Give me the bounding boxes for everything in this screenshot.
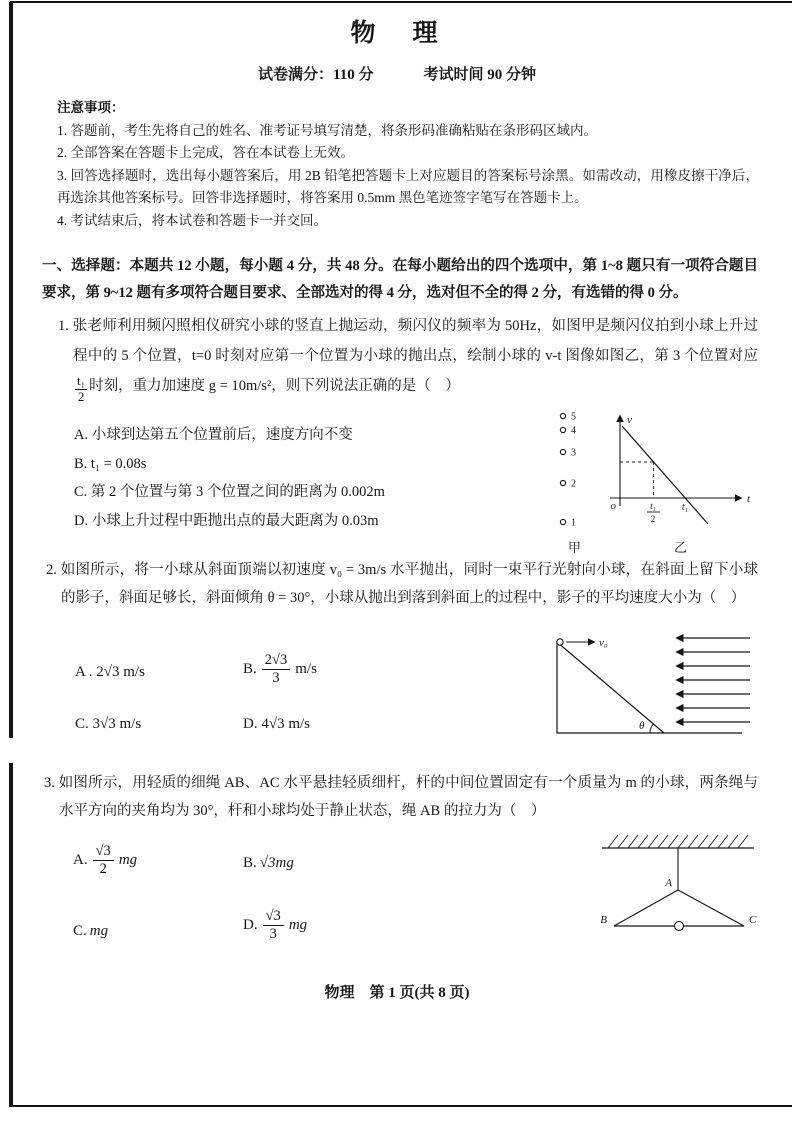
incline-surface — [557, 642, 664, 733]
t-half-denominator: 2 — [650, 514, 656, 524]
question-3-option-d: D. $\frac{√3}{3}$ mg — [243, 908, 308, 943]
notice-item-2: 2. 全部答案在答题卡上完成，答在本试卷上无效。 — [57, 145, 354, 160]
notice-block — [57, 97, 759, 232]
notice-item-4: 4. 考试结束后，将本试卷和答题卡一并交回。 — [57, 212, 327, 228]
point-c-label: C — [749, 914, 757, 926]
exam-duration: 考试时间 90 分钟 — [423, 67, 536, 83]
theta-angle-arc — [650, 724, 653, 733]
option-b-fraction: $\frac{2√3}{3}$ — [262, 652, 290, 687]
option-d-fraction: $\frac{√3}{3}$ — [263, 908, 284, 943]
v-axis-label: v — [627, 414, 632, 426]
question-1-text-a: 1. 张老师利用频闪照相仪研究小球的竖直上抛运动，频闪仪的频率为 50Hz，如图甲是频闪仪拍到小球上升过程中的 5 个位置，t=0 时刻对应第一个位置为小球的抛出点，绘制小球的 v-t 图像如图乙，第 3 个位置对应 — [58, 318, 758, 364]
scan-border-left-lower — [9, 763, 13, 1107]
figure-jia-label: 甲 — [568, 540, 582, 555]
question-1-option-d: D. 小球上升过程中距抛出点的最大距离为 0.03m — [74, 512, 379, 529]
figure-q1-strobe-and-vt-graph — [548, 404, 760, 556]
question-1-option-c: C. 第 2 个位置与第 3 个位置之间的距离为 0.002m — [74, 484, 385, 500]
scan-border-top — [10, 1, 792, 3]
incline-base-and-back — [557, 642, 742, 733]
point-b-label: B — [600, 914, 607, 926]
question-1-options — [74, 421, 544, 535]
string-ac — [678, 890, 744, 926]
exam-subtitle — [0, 63, 794, 84]
question-1-stem — [58, 311, 758, 405]
notice-item-3: 3. 回答选择题时，选出每小题答案后，用 2B 铅笔把答题卡上对应题目的答案标号涂黑。如需改动，用橡皮擦干净后，再选涂其他答案标号。回答非选择题时，将答案用 0.5mm 黑色笔迹签字笔写在答题卡上。 — [57, 167, 759, 205]
vt-graph — [610, 414, 751, 524]
parallel-light-arrows — [677, 638, 750, 722]
t1-tick-label: t₁ — [681, 502, 689, 513]
strobe-positions — [560, 412, 576, 529]
position-4-label: 4 — [571, 425, 576, 437]
question-1-option-a: A. 小球到达第五个位置前后，速度方向不变 — [74, 427, 353, 443]
question-2-option-d: D. 4√3 m/s — [243, 716, 310, 732]
section-1-heading: 一、选择题：本题共 12 小题，每小题 4 分，共 48 分。在每小题给出的四个选项中，第 1~8 题只有一项符合题目要求，第 9~12 题有多项符合题目要求、全部选对的得 4 分，选对但不全的得 2 分，有选错的得 0 分。 — [42, 258, 758, 301]
question-3-option-a: A. $\frac{√3}{2}$ mg — [73, 843, 138, 878]
question-2-stem: 2. 如图所示，将一小球从斜面顶端以初速度 v₀ = 3m/s 水平抛出，同时一束平行光射向小球，在斜面上留下小球的影子，斜面足够长，斜面倾角 θ = 30°，小球从抛出到落到斜面上的过程中，影子的平均速度大小为（ ） — [46, 562, 758, 606]
notice-heading: 注意事项： — [57, 100, 125, 115]
question-2-option-a: A . 2√3 m/s — [75, 664, 145, 680]
question-3-stem: 3. 如图所示，用轻质的细绳 AB、AC 水平悬挂轻质细杆，杆的中间位置固定有一个质量为 m 的小球，两条绳与水平方向的夹角均为 30°，杆和小球均处于静止状态，绳 AB 的拉力为（ ） — [44, 775, 758, 819]
position-1-label: 1 — [571, 517, 576, 529]
figure-yi-label: 乙 — [674, 540, 688, 555]
scan-border-bottom — [10, 1105, 792, 1107]
theta-label: θ — [639, 720, 645, 732]
t-half-numerator: t₁ — [650, 501, 656, 511]
question-1-text-b: 时刻，重力加速度 g = 10m/s²，则下列说法正确的是（ ） — [89, 378, 460, 394]
position-3-label: 3 — [571, 447, 576, 459]
page-title: 物 理 — [350, 20, 444, 47]
v0-label: v₀ — [599, 637, 608, 649]
ball — [557, 639, 563, 645]
question-2-option-b: B. $\frac{2√3}{3}$ m/s — [243, 652, 317, 687]
question-3-option-c: C. mg — [73, 923, 109, 939]
notice-item-1: 1. 答题前，考生先将自己的姓名、准考证号填写清楚，将条形码准确粘贴在条形码区域内。 — [57, 122, 597, 138]
ball-on-rod — [675, 922, 684, 931]
t-axis-label: t — [747, 493, 751, 505]
figure-q3-rod-strings — [584, 824, 772, 952]
position-5-label: 5 — [571, 411, 576, 423]
exam-total-score: 试卷满分：110 分 — [258, 67, 374, 83]
position-2-label: 2 — [571, 478, 576, 490]
question-1-inline-fraction: $\frac{\text{t₁}}{2}$ — [77, 373, 86, 404]
point-a-label: A — [665, 877, 672, 889]
ceiling-hatching — [608, 835, 748, 848]
question-2-option-c: C. 3√3 m/s — [75, 716, 142, 732]
question-3-option-b: B. √3mg — [243, 855, 294, 871]
option-a-fraction: $\frac{√3}{2}$ — [93, 843, 114, 878]
origin-label: o — [610, 500, 616, 512]
scan-border-left-upper — [9, 2, 13, 738]
question-1-option-b: B. t₁ = 0.08s — [74, 455, 147, 472]
figure-q2-incline-parallel-light — [512, 632, 760, 746]
page-footer: 物理 第 1 页(共 8 页) — [324, 985, 470, 1001]
string-ab — [614, 890, 678, 926]
